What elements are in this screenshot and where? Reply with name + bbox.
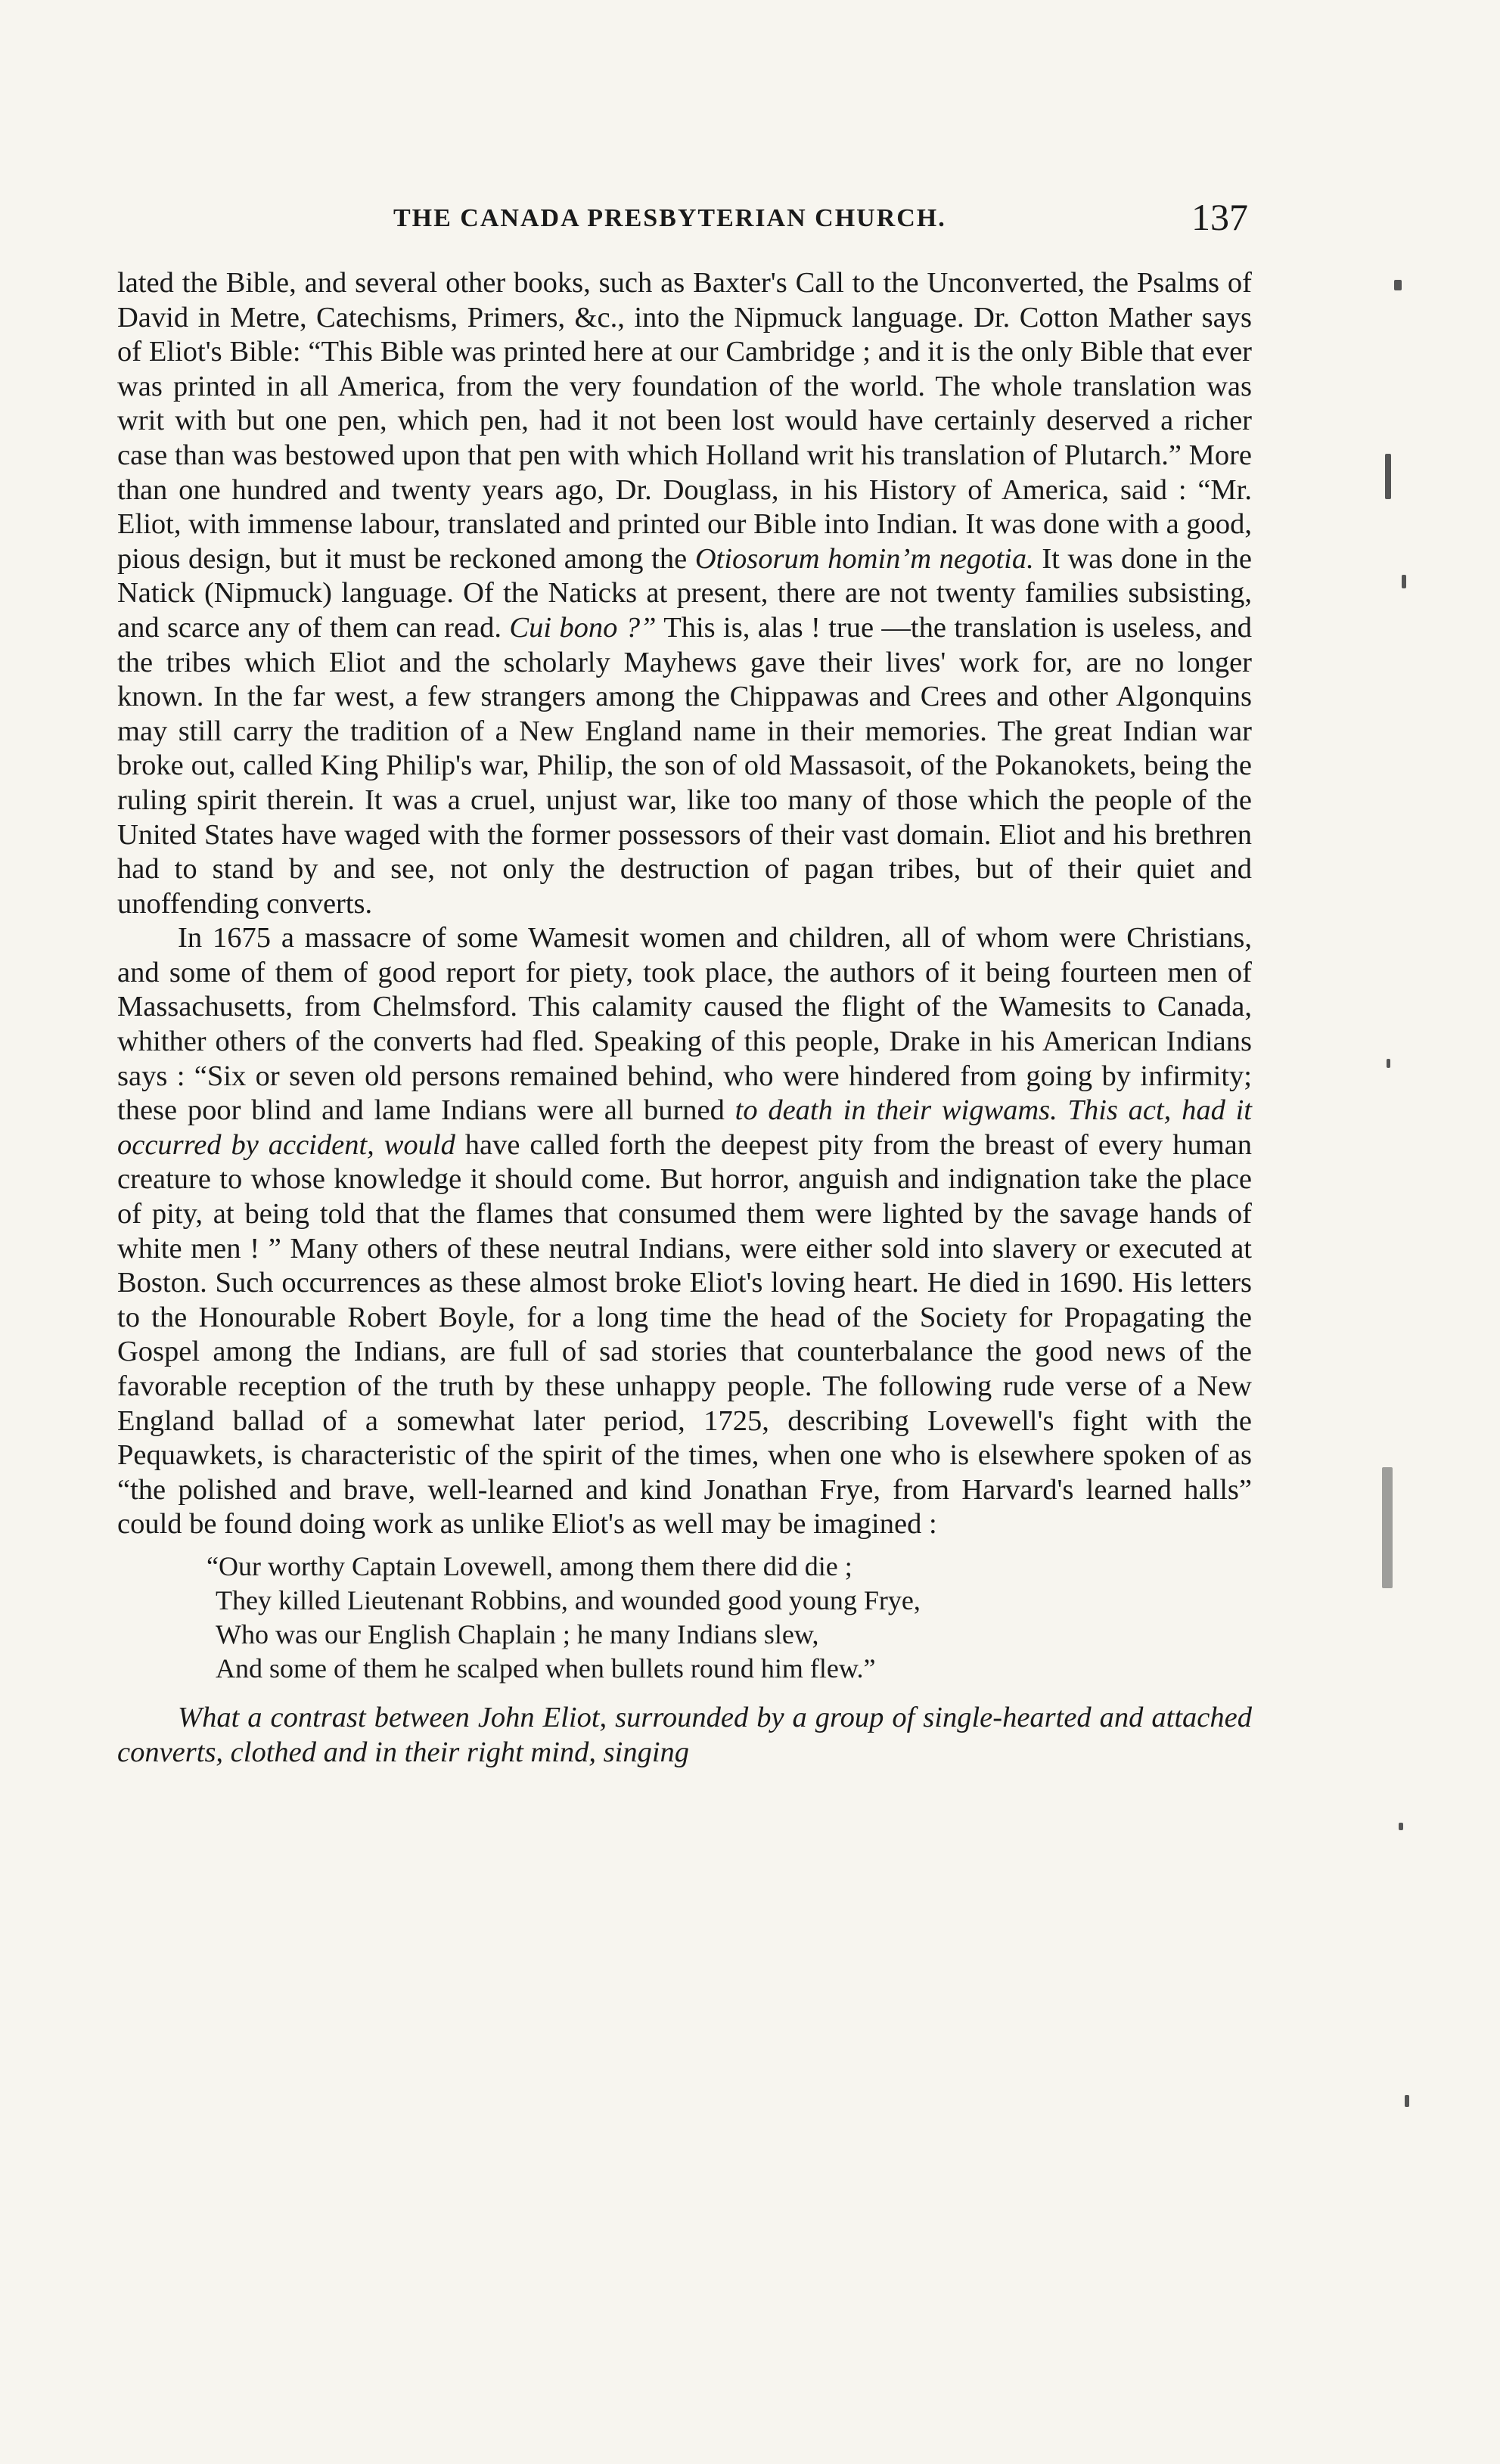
paragraph-1-cui-bono: Cui bono ?”	[509, 611, 657, 644]
verse-line: Who was our English Chaplain ; he many Indians slew,	[216, 1618, 819, 1649]
scan-speck	[1382, 1467, 1393, 1588]
ballad-verse	[207, 1550, 1252, 1686]
paragraph-1-text-a: lated the Bible, and several other books, such as Baxter's Call to the Unconverted, the Psalms of David in Metre, Catechisms, Primers, &c., into the Nipmuck language. Dr. Cotton Mather says of Eliot's Bible: “This Bible was printed here at our Cambridge ; and it is the only Bible that ever was printed in all America, from the very foundation of the world. The whole translation was writ with but one pen, which pen, had it not been lost would have certainly deserved a richer case than was bestowed upon that pen with which Holland writ his translation of Plutarch.” More than one hundred and twenty years ago, Dr. Douglass, in his History of America, said : “Mr. Eliot, with immense labour, translated and printed our Bible into Indian. It was done with a good, pious design, but it must be reckoned among the	[117, 267, 1252, 575]
scan-edge-marks	[1379, 91, 1470, 2284]
paragraph-1-text-c: This is, alas ! true —the translation is useless, and the tribes which Eliot and the scholarly Mayhews gave their lives' work for, are no longer known. In the far west, a few strangers among the Chippawas and Crees and other Algonquins may still carry the tradition of a New England name in their memories. The great Indian war broke out, called King Philip's war, Philip, the son of old Massasoit, of the Pokanokets, being the ruling spirit therein. It was a cruel, unjust war, like too many of those which the people of the United States have waged with the former possessors of their vast domain. Eliot and his brethren had to stand by and see, not only the destruction of pagan tribes, but of their quiet and unoffending converts.	[117, 611, 1253, 920]
verse-line: And some of them he scalped when bullets round him flew.”	[216, 1652, 876, 1684]
verse-line: “Our worthy Captain Lovewell, among them there did die ;	[207, 1550, 852, 1581]
paragraph-1-latin-phrase: Otiosorum homin’m negotia.	[694, 542, 1034, 575]
paragraph-2	[117, 921, 1252, 1542]
page-number: 137	[1191, 196, 1248, 238]
scan-speck	[1385, 454, 1391, 499]
paragraph-1-text-b: It was done in the Natick (Nipmuck) language. Of the Naticks at present, there are not twenty families subsisting, and scarce any of them can read.	[117, 542, 1253, 644]
scan-speck	[1405, 2095, 1409, 2107]
running-title: THE CANADA PRESBYTERIAN CHURCH.	[393, 204, 946, 232]
scan-speck	[1394, 280, 1402, 290]
scan-speck	[1402, 575, 1406, 588]
body-text	[117, 266, 1252, 1770]
scan-speck	[1399, 1823, 1403, 1830]
verse-line: They killed Lieutenant Robbins, and wounded good young Frye,	[216, 1584, 921, 1615]
running-head	[121, 195, 1248, 241]
paragraph-2-text-a: In 1675 a massacre of some Wamesit women and children, all of whom were Christians, and some of them of good report for piety, took place, the authors of it being fourteen men of Massachusetts, from Chelmsford. This calamity caused the flight of the Wamesits to Canada, whither others of the converts had fled. Speaking of this people, Drake in his American Indians says : “Six or seven old persons remained behind, who were hindered from going by infirmity; these poor blind and lame Indians were all burned	[117, 922, 1252, 1127]
paragraph-1	[117, 266, 1252, 921]
paragraph-2-italic: to death in their wigwams. This act, had it occurred by accident, would	[117, 1094, 1252, 1161]
paragraph-3: What a contrast between John Eliot, surrounded by a group of single-hearted and attached converts, clothed and in their right mind, singing	[117, 1701, 1252, 1768]
scan-speck	[1387, 1059, 1390, 1068]
paragraph-2-text-b: have called forth the deepest pity from the breast of every human creature to whose knowledge it should come. But horror, anguish and indignation take the place of pity, at being told that the flames that consumed them were lighted by the savage hands of white men ! ” Many others of these neutral Indians, were either sold into slavery or executed at Boston. Such occurrences as these almost broke Eliot's loving heart. He died in 1690. His letters to the Honourable Robert Boyle, for a long time the head of the Society for Propagating the Gospel among the Indians, are full of sad stories that counterbalance the good news of the favorable reception of the truth by these unhappy people. The following rude verse of a New England ballad of a somewhat later period, 1725, describing Lovewell's fight with the Pequawkets, is characteristic of the spirit of the times, when one who is elsewhere spoken of as “the polished and brave, well-learned and kind Jonathan Frye, from Harvard's learned halls” could be found doing work as unlike Eliot's as well may be imagined :	[117, 1128, 1252, 1541]
